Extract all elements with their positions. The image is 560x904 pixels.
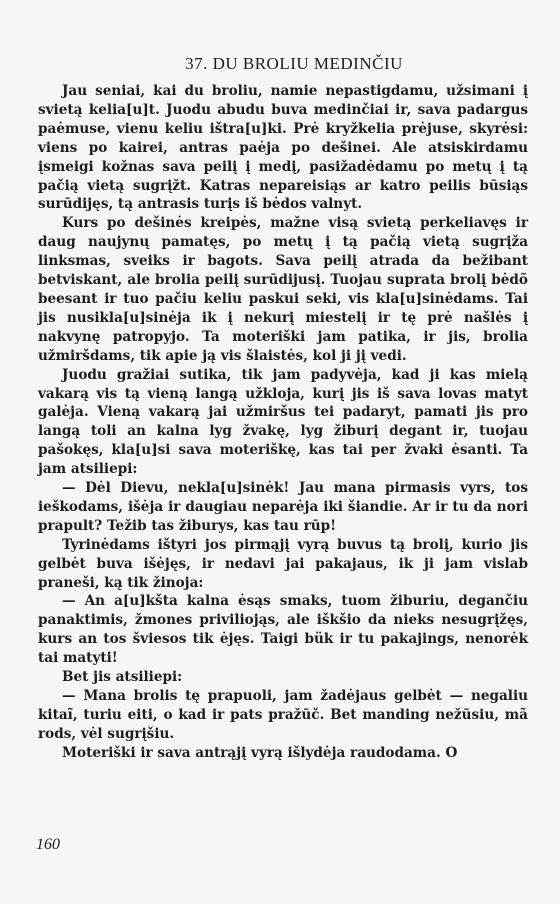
paragraph: — An a[u]kšta kalna ėsąs smaks, tuom žiburiu, degančiu panaktimis, žmones priviliojąs, ale iškšio da nieks nesugrįžęs, kurs an tos šviesos tik ėjęs. Taigi bük ir tu pakajings, nenorėk tai matyti! bbox=[38, 593, 528, 667]
chapter-title: 37. DU BROLIU MEDINČIU bbox=[185, 54, 403, 73]
paragraph: Tyrinėdams ištyri jos pirmąjį vyrą buvus tą brolį, kurio jis gelbėt buva išėjęs, ir nedavi jai pakajaus, ik ji jam vislab praneši, ką tik žinoja: bbox=[38, 536, 528, 591]
page-number: 160 bbox=[36, 836, 60, 853]
paragraph: Kurs po dešinės kreipės, mažne visą svietą perkeliavęs ir daug naujynų pamatęs, po metų į tą pačią vietą sugrįža linksmas, sveiks ir bagots. Sava peilį atrada da bežibant betviskant, ale brolia peilį surūdijusį. Tuojau suprata brolį bėdõ beesant ir tuo pačiu keliu paskui seki, vis kla[u]sinėdams. Tai jis nusikla[u]sinėja ik į nekurį miestelį ir tę prė našlės į nakvynę patropyjo. Ta moteriški jam patika, ir jis, brolia užmiršdams, tik apie ją vis šlaistės, kol ji jį vedi. bbox=[38, 215, 528, 364]
paragraph: Jau seniai, kai du broliu, namie nepastigdamu, užsimani į svietą kelia[u]t. Juodu abudu buva medinčiai ir, sava padargus paėmuse, vienu keliu ištra[u]ki. Prė kryžkelia prėjuse, skyrėsi: viens po kairei, antras paėja po dešinei. Ale atsiskirdamu įsmeigi kožnas sava peilį į medį, pasižadėdamu po metų į tą pačią vietą sugrįžt. Katras nepareisiąs ar katro peilis būsiąs surūdijęs, tą antrasis turįs iš bėdos valnyt. bbox=[38, 83, 528, 213]
paragraph: Juodu gražiai sutika, tik jam padyvėja, kad ji kas mielą vakarą vis tą vieną langą užkloja, kurį jis iš sava lovas matyt galėja. Vieną vakarą jai užmiršus tei padaryt, pamati jis pro langą toli an kalna lyg žvakę, lyg žiburį degant ir, tuojau pašokęs, kla[u]si sava moteriškę, kas tai per žvaki ėsanti. Ta jam atsiliepi: bbox=[38, 366, 528, 478]
paragraph: — Mana brolis tę prapuoli, jam žadėjaus gelbėt — negaliu kitaĩ, turiu eiti, o kad ir pats pražūč. Bet manding nežūsiu, mã rods, vėl sugrįšiu. bbox=[38, 688, 528, 742]
paragraph: — Dėl Dievu, nekla[u]sinėk! Jau mana pirmasis vyrs, tos ieškodams, išėja ir daugiau neparėja iki šiandie. Ar ir tu da nori prapult? Težib tas žiburys, kas tau rūp! bbox=[38, 480, 528, 534]
paragraph: Moteriški ir sava antrąjį vyrą išlydėja raudodama. O bbox=[62, 744, 458, 761]
chapter-body bbox=[38, 82, 528, 763]
paragraph: Bet jis atsiliepi: bbox=[62, 669, 183, 686]
